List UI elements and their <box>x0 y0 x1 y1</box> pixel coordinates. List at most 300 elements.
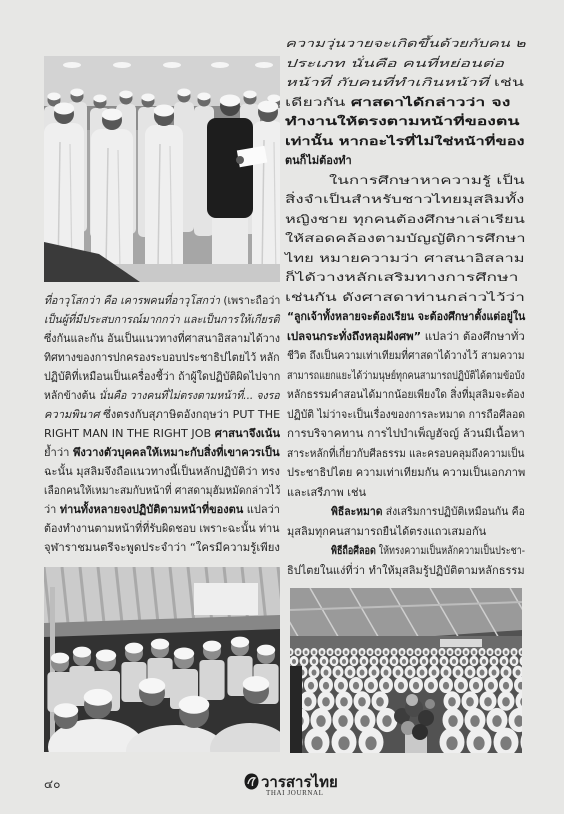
photo-tent-gathering <box>44 567 280 752</box>
text-line <box>44 519 280 538</box>
bold-text: ศาสนาจึงเน้น <box>214 427 281 440</box>
line-content <box>44 329 280 348</box>
text-line <box>285 112 525 132</box>
text-run: แปลว่า ต้องศึกษาทั่ว <box>421 329 525 343</box>
italic-text: ประเภท นั่นคือ คนที่หย่อนต่อ <box>285 56 504 70</box>
white-cap <box>231 637 249 648</box>
face <box>312 650 315 654</box>
face <box>382 659 386 664</box>
face <box>492 659 496 664</box>
face <box>304 650 307 654</box>
face <box>376 697 384 706</box>
italic-text: ความวุ่นวายจะเกิดขึ้นด้วยกับคน ๒ <box>285 37 526 50</box>
text-line <box>285 190 525 210</box>
face <box>420 670 425 676</box>
text-run: หลักธรรมคำสอนได้มากน้อยเพียงใด สิ่งที่มุสลิมจะต้อง <box>287 388 525 401</box>
text-line <box>285 151 525 171</box>
text-run: มุสลิมทุกคนสามารถยืนได้ตรงแถวเสมอกัน <box>287 524 487 538</box>
text-run: ประชาธิปไตย ความเท่าเทียมกัน ความเป็นเอกภาพ <box>287 466 526 479</box>
text-run: เลือกคนให้เหมาะสมกับหน้าที่ ศาสดามุฮัมหมัดกล่าวไว้ <box>44 484 281 497</box>
face <box>464 650 467 654</box>
speaker-robe <box>212 212 248 270</box>
face <box>360 650 363 654</box>
white-cap <box>197 93 210 101</box>
face <box>384 670 389 676</box>
face <box>472 650 475 654</box>
face <box>336 650 339 654</box>
face <box>342 659 346 664</box>
line-content <box>285 268 519 288</box>
face <box>456 650 459 654</box>
face <box>372 659 376 664</box>
white-cap <box>84 689 113 706</box>
face <box>372 670 377 676</box>
text-run: เช่น <box>488 76 524 89</box>
bold-text: พิธีถือศีลอด <box>331 544 376 557</box>
text-line <box>287 366 525 386</box>
text-line <box>44 367 280 386</box>
white-cap <box>102 109 122 121</box>
photo-ceremony-speaker <box>44 56 280 282</box>
face <box>448 715 457 727</box>
text-line <box>287 346 525 366</box>
face <box>383 682 389 690</box>
face <box>336 670 341 676</box>
face <box>296 650 299 654</box>
face <box>338 715 347 727</box>
line-content <box>285 132 525 152</box>
face <box>332 659 336 664</box>
face <box>500 736 511 750</box>
text-line <box>44 424 280 443</box>
face <box>365 736 376 750</box>
line-content <box>44 424 280 443</box>
text-line <box>44 500 280 519</box>
face <box>353 682 359 690</box>
face <box>413 682 419 690</box>
line-content <box>329 171 525 191</box>
text-line <box>44 538 280 557</box>
face <box>338 682 344 690</box>
line-content <box>44 481 280 500</box>
face <box>446 736 457 750</box>
face <box>473 682 479 690</box>
italic-text: หน้าที่ กับคนที่ทำเกินหน้าที่ <box>285 76 489 89</box>
face <box>360 670 365 676</box>
face <box>382 715 391 727</box>
text-run: ไทย หมายความว่า ศาสนาอิสลาม <box>285 251 525 265</box>
journal-title-english: THAI JOURNAL <box>266 789 324 797</box>
white-cap <box>177 89 190 97</box>
face <box>424 650 427 654</box>
text-run: ส่งเสริมการปฏิบัติเหมือนกัน คือ <box>382 505 525 518</box>
flower-bunch <box>425 699 435 709</box>
bold-text: ทำงานให้ตรงตามหน้าที่ของตน <box>285 115 520 128</box>
white-cap <box>151 639 169 650</box>
text-line <box>44 462 280 481</box>
text-run: ต้องทำงานตามหน้าที่ที่รับผิดชอบ เพราะฉะนั้น ท่าน <box>44 522 280 535</box>
line-content <box>44 500 280 519</box>
flower-bunch <box>412 724 428 740</box>
face <box>344 650 347 654</box>
white-cap <box>203 641 221 652</box>
line-content <box>44 291 280 310</box>
text-run: ย้ำว่า <box>44 446 73 459</box>
text-line <box>285 210 525 230</box>
text-run: ก็ได้วางหลักเสริมทางการศึกษา <box>285 271 519 284</box>
face <box>432 650 435 654</box>
text-run: ธิปไตยในแง่ที่ว่า ทำให้มุสลิมรู้ปฏิบัติตามหลักธรรม <box>287 563 525 577</box>
face <box>504 650 507 654</box>
italic-text: ความพินาศ <box>44 408 100 421</box>
text-line <box>285 34 525 54</box>
text-run: ชีวิต ถึงเป็นความเท่าเทียมที่ศาสดาได้วางไว้ สามความ <box>287 349 525 362</box>
bold-text: “ลูกเจ้าทั้งหลายจะต้องเรียน จะต้องศึกษาตั้งแต่อยู่ใน <box>287 310 526 323</box>
flower-bunch <box>418 710 434 726</box>
line-content <box>285 34 526 54</box>
face <box>352 650 355 654</box>
text-line <box>44 329 280 348</box>
line-content <box>287 405 525 425</box>
text-line <box>287 424 525 444</box>
text-line <box>287 444 525 464</box>
text-run: สาระหลักที่เกี่ยวกับศีลธรรม และครอบคลุมถึงความเป็น <box>287 446 525 460</box>
face <box>368 682 374 690</box>
robe <box>199 660 224 700</box>
text-line <box>287 483 525 503</box>
face <box>458 682 464 690</box>
text-line <box>44 386 280 405</box>
text-line <box>287 327 525 347</box>
line-content <box>44 367 280 386</box>
face <box>456 670 461 676</box>
text-run: ทิศทางของการปกครองระบอบประชาธิปไตยไว้ หลัก <box>44 351 280 364</box>
text-run: ฉะนั้น มุสลิมจึงถือแนวทางนี้เป็นหลักปฏิบัติว่า ทรง <box>44 465 280 478</box>
face <box>368 650 371 654</box>
face <box>442 659 446 664</box>
face <box>322 697 330 706</box>
photo-women-assembly-hall <box>290 588 522 753</box>
face <box>408 650 411 654</box>
face <box>432 659 436 664</box>
face <box>462 659 466 664</box>
face <box>472 659 476 664</box>
text-run: ให้ทรงความเป็นหลักความเป็นประชา- <box>375 544 526 557</box>
text-line <box>44 348 280 367</box>
text-line <box>285 54 525 74</box>
face <box>484 697 492 706</box>
face <box>502 697 510 706</box>
line-content <box>331 541 525 561</box>
text-column-right-middle <box>287 307 525 580</box>
ceiling-light <box>255 62 273 68</box>
ceiling-light <box>113 62 131 68</box>
line-content <box>44 443 280 462</box>
face <box>440 650 443 654</box>
text-line <box>44 443 280 462</box>
face <box>358 697 366 706</box>
bright-opening <box>194 583 258 615</box>
face <box>492 715 501 727</box>
face <box>470 715 479 727</box>
line-content <box>287 307 525 327</box>
white-cap <box>73 647 91 658</box>
text-line <box>44 481 280 500</box>
ceiling-light <box>163 62 181 68</box>
line-content <box>44 538 280 557</box>
face <box>468 670 473 676</box>
face <box>304 697 312 706</box>
line-content <box>287 346 525 366</box>
line-content <box>287 463 525 483</box>
bold-text: ตนก็ไม่ต้องทำ <box>285 154 352 167</box>
italic-text: เป็นผู้ที่มีประสบการณ์มากกว่า และเป็นการให้เกียรติ <box>44 313 280 326</box>
white-cap <box>174 648 194 660</box>
white-cap <box>125 643 143 654</box>
text-run: ปฏิบัติที่เหมือนเป็นเครื่องชี้ว่า ถ้าผู้ใดปฏิบัติผิดไปจาก <box>44 370 281 383</box>
text-run: ในการศึกษาหาความรู้ เป็น <box>329 173 525 187</box>
face <box>444 670 449 676</box>
face <box>392 659 396 664</box>
text-line <box>44 405 280 424</box>
bold-text: ท่านทั้งหลายจงปฏิบัติตามหน้าที่ของตน <box>59 503 244 516</box>
line-content <box>285 112 519 132</box>
text-run: การบริจาคทาน การไปบำเพ็ญฮัจญ์ ล้วนมีเนื้อหา <box>287 427 525 440</box>
ceiling-light <box>63 62 81 68</box>
white-cap <box>93 95 106 103</box>
line-content <box>287 327 525 347</box>
face <box>352 659 356 664</box>
face <box>432 670 437 676</box>
text-run: สามารถแยกแยะได้ว่ามนุษย์ทุกคนสามารถปฏิบัติได้ตามข้อบัง <box>287 368 525 382</box>
face <box>292 659 296 664</box>
face <box>512 659 516 664</box>
white-cap <box>51 653 69 664</box>
text-run: เช่นกัน ดังศาสดาท่านกล่าวไว้ว่า <box>285 290 525 304</box>
white-cap <box>154 105 174 117</box>
face <box>328 650 331 654</box>
bold-text: พิธีละหมาด <box>331 505 383 518</box>
face <box>323 682 329 690</box>
face <box>360 715 369 727</box>
face <box>416 650 419 654</box>
face <box>348 670 353 676</box>
text-run: หลักข้างต้น <box>44 389 99 402</box>
white-cap <box>54 103 74 115</box>
face <box>448 697 456 706</box>
text-run: ซึ่งกันและกัน อันเป็นแนวทางที่ศาสนาอิสลามได้วาง <box>44 332 281 345</box>
face <box>322 659 326 664</box>
face <box>480 650 483 654</box>
face <box>448 650 451 654</box>
face <box>362 659 366 664</box>
journal-masthead <box>244 770 344 800</box>
bold-text: เท่านั้น หากอะไรที่ไม่ใช่หน้าที่ของ <box>285 134 525 148</box>
face <box>512 650 515 654</box>
dark-figure <box>290 666 302 753</box>
text-line <box>44 291 280 310</box>
face <box>412 659 416 664</box>
photo-ceremony-speaker-image <box>44 56 280 282</box>
face <box>340 697 348 706</box>
text-run: จุฬาราชมนตรีจะพูดประจำว่า “ใครมีความรู้เพียง <box>44 541 280 554</box>
line-content <box>287 522 486 542</box>
text-run: ว่า <box>44 503 60 516</box>
text-line <box>287 385 525 405</box>
text-line <box>285 268 525 288</box>
white-cap <box>243 676 270 692</box>
line-content <box>44 386 280 405</box>
text-line <box>285 249 525 269</box>
face <box>488 682 494 690</box>
face <box>516 670 521 676</box>
face <box>376 650 379 654</box>
face <box>504 670 509 676</box>
face <box>402 659 406 664</box>
face <box>311 736 322 750</box>
photo-tent-gathering-image <box>44 567 280 752</box>
line-content <box>285 210 525 230</box>
line-content <box>285 151 352 171</box>
face <box>443 682 449 690</box>
face <box>384 650 387 654</box>
italic-text: นั่นคือ วางคนที่ไม่ตรงตามหน้าที่... จงรอ <box>98 389 280 402</box>
speaker-jacket <box>207 118 253 218</box>
face <box>492 670 497 676</box>
text-run: หญิงชาย ทุกคนต้องศึกษาเล่าเรียน <box>285 212 525 226</box>
text-line <box>287 502 525 522</box>
line-content <box>331 502 525 522</box>
face <box>408 670 413 676</box>
text-line <box>287 522 525 542</box>
face <box>338 736 349 750</box>
white-cap <box>179 696 210 714</box>
white-cap <box>243 91 256 99</box>
hand <box>236 156 244 164</box>
text-run: สิ่งจำเป็นสำหรับชาวไทยมุสลิมทั้ง <box>285 193 525 206</box>
face <box>392 650 395 654</box>
face <box>324 670 329 676</box>
face <box>312 670 317 676</box>
line-content <box>44 462 280 481</box>
white-cap <box>119 91 132 99</box>
face <box>452 659 456 664</box>
ceiling-light <box>211 62 229 68</box>
text-line <box>287 561 525 581</box>
text-run: ให้สอดคล้องตามบัญญัติการศึกษา <box>285 232 526 245</box>
line-content <box>44 348 280 367</box>
journal-emblem-icon <box>244 773 259 790</box>
text-column-left-middle <box>44 291 280 557</box>
journal-title-thai: วารสารไทย <box>261 773 338 791</box>
text-line <box>285 73 525 93</box>
line-content <box>287 483 366 503</box>
line-content <box>285 190 524 210</box>
text-line <box>285 288 525 308</box>
face <box>480 670 485 676</box>
face <box>473 736 484 750</box>
face <box>316 715 325 727</box>
line-content <box>287 366 525 386</box>
text-column-right-top <box>285 34 525 307</box>
emblem-shape <box>245 774 259 790</box>
text-run: ซึ่งตรงกับสุภาษิตอังกฤษว่า PUT THE <box>99 408 281 421</box>
line-content <box>287 424 525 444</box>
text-run: RIGHT MAN IN THE RIGHT JOB <box>44 427 215 440</box>
text-run: แปลว่า <box>243 503 280 516</box>
face <box>502 659 506 664</box>
white-cap <box>96 650 116 662</box>
face <box>428 682 434 690</box>
text-line <box>285 171 525 191</box>
line-content <box>285 229 526 249</box>
white-cap <box>257 645 275 656</box>
text-line <box>44 310 280 329</box>
line-content <box>285 73 524 93</box>
photo-women-assembly-hall-image <box>290 588 522 753</box>
face <box>488 650 491 654</box>
face <box>503 682 509 690</box>
flower-bunch <box>406 694 418 706</box>
text-line <box>285 229 525 249</box>
text-line <box>287 541 525 561</box>
line-content <box>285 288 525 308</box>
text-run: (เพราะถือว่า <box>219 294 281 307</box>
white-cap <box>141 94 154 102</box>
bold-text: เปลจนกระทั่งถึงหลุมฝังศพ” <box>287 329 422 343</box>
line-content <box>285 93 510 113</box>
face <box>422 659 426 664</box>
text-line <box>287 463 525 483</box>
bold-text: ศาสดาได้กล่าวว่า จง <box>350 95 511 109</box>
face <box>400 650 403 654</box>
face <box>396 670 401 676</box>
face <box>320 650 323 654</box>
face <box>302 659 306 664</box>
bold-text: พึงวางตัวบุคคลให้เหมาะกับสิ่งที่เขาควรเป็น <box>72 446 280 459</box>
back-window <box>440 639 482 647</box>
white-cap <box>220 95 240 107</box>
italic-text: ที่อาวุโสกว่า คือ เคารพคนที่อาวุโสกว่า <box>44 294 220 307</box>
white-cap <box>47 93 60 101</box>
text-run: และเสรีภาพ เช่น <box>287 485 367 499</box>
face <box>312 659 316 664</box>
line-content <box>44 405 280 424</box>
line-content <box>287 561 525 581</box>
face <box>482 659 486 664</box>
white-cap <box>70 89 83 97</box>
robe <box>145 125 183 277</box>
text-line <box>285 93 525 113</box>
text-line <box>287 405 525 425</box>
white-cap <box>258 101 278 113</box>
face <box>466 697 474 706</box>
line-content <box>285 54 504 74</box>
text-run: ปฏิบัติ ไม่ว่าจะเป็นเรื่องของการละหมาด การถือศีลอด <box>287 407 526 421</box>
line-content <box>287 385 525 405</box>
text-line <box>287 307 525 327</box>
page-number: ๔๐ <box>44 777 61 791</box>
line-content <box>44 519 280 538</box>
line-content <box>285 249 525 269</box>
text-line <box>285 132 525 152</box>
text-run: เดียวกัน <box>285 95 351 109</box>
line-content <box>44 310 280 329</box>
white-cap <box>139 678 166 694</box>
white-cap <box>54 703 78 717</box>
face <box>496 650 499 654</box>
line-content <box>287 444 524 464</box>
